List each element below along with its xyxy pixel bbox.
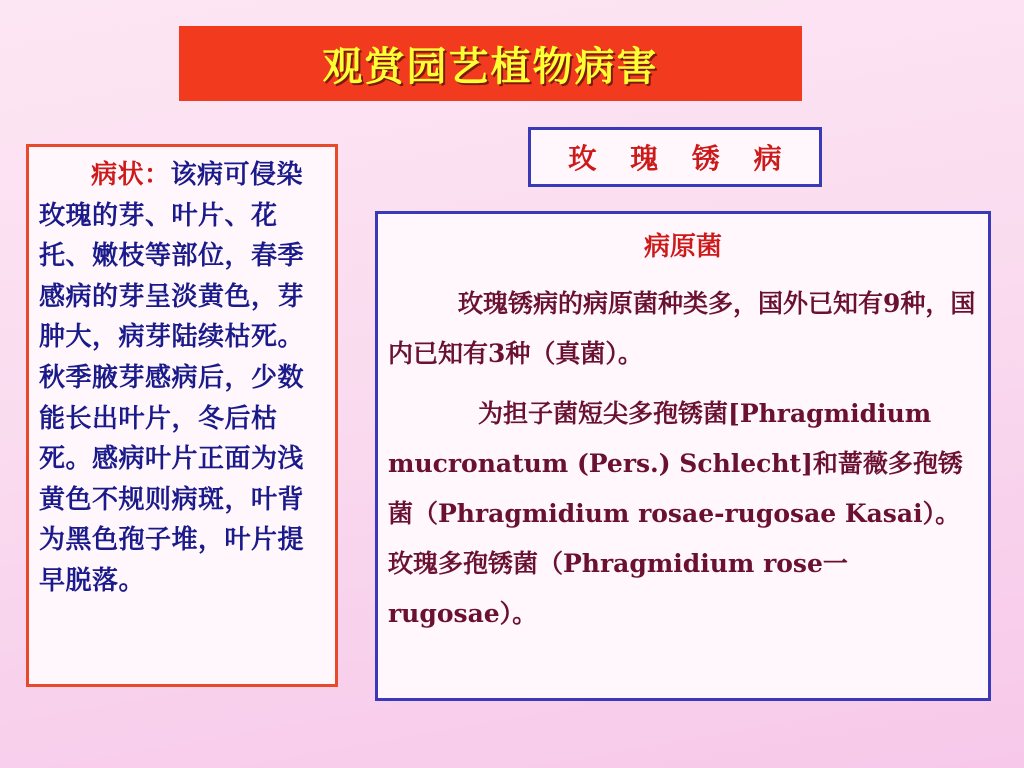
symptoms-paragraph — [39, 155, 327, 602]
slide-title: 观赏园艺植物病害 — [322, 44, 659, 90]
disease-name: 玫 瑰 锈 病 — [568, 142, 794, 175]
pathogen-heading: 病原菌 — [643, 232, 722, 262]
symptoms-text: 该病可侵染玫瑰的芽、叶片、花托、嫩枝等部位，春季感病的芽呈淡黄色，芽肿大，病芽陆续枯死。秋季腋芽感病后，少数能长出叶片，冬后枯死。感病叶片正面为浅黄色不规则病斑，叶背为黑色孢子堆，叶片提早脱落。 — [39, 160, 305, 596]
pathogen-paragraph-1: 玫瑰锈病的病原菌种类多，国外已知有9种，国内已知有3种（真菌）。 — [388, 289, 976, 368]
symptoms-panel — [26, 144, 338, 687]
title-banner — [179, 26, 802, 101]
symptoms-label: 病状： — [91, 160, 171, 190]
disease-name-box — [528, 127, 822, 187]
pathogen-paragraph-2: 为担子菌短尖多孢锈菌[Phragmidium mucronatum (Pers.) Schlecht]和蔷薇多孢锈菌（Phragmidium rosae-rugosae Kasai）。玫瑰多孢锈菌（Phragmidium rose一 rugosae）。 — [388, 399, 963, 628]
pathogen-panel — [375, 211, 991, 701]
